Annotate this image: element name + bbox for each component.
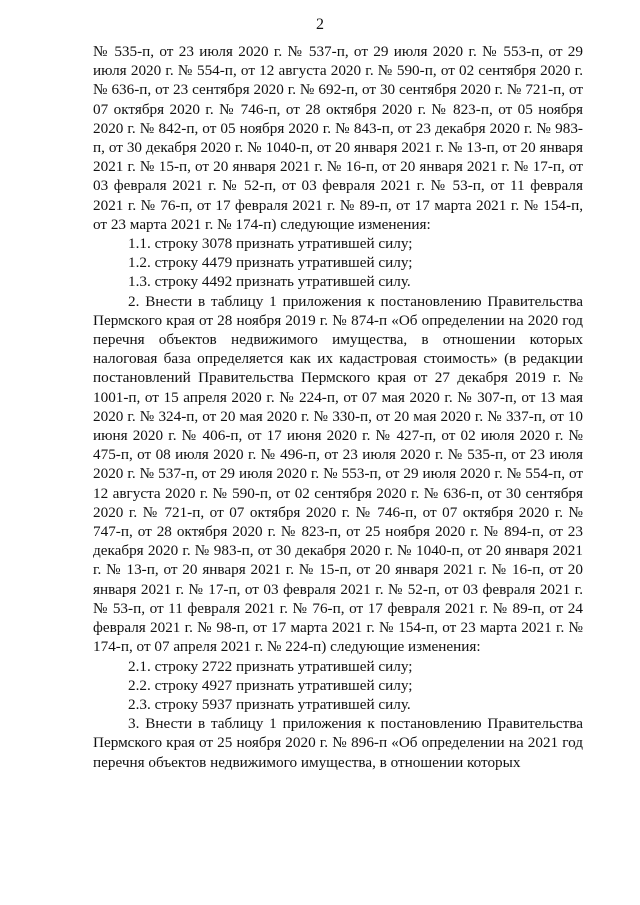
list-item-1-1: 1.1. строку 3078 признать утратившей силу;: [128, 235, 413, 253]
list-item-1-3: 1.3. строку 4492 признать утратившей силу.: [128, 273, 411, 291]
paragraph-section-3: 3. Внести в таблицу 1 приложения к постановлению Правительства Пермского края от 25 ноября 2020 г. № 896-п «Об определении на 2021 год перечня объектов недвижимого имущества, в отношении которых: [93, 715, 583, 771]
page-number: 2: [316, 16, 324, 33]
list-item-2-3: 2.3. строку 5937 признать утратившей силу.: [128, 695, 411, 713]
list-item-2-2: 2.2. строку 4927 признать утратившей силу;: [128, 676, 413, 694]
document-body: [93, 42, 583, 772]
list-item-2-1: 2.1. строку 2722 признать утратившей силу;: [128, 657, 413, 675]
paragraph-continuation: № 535-п, от 23 июля 2020 г. № 537-п, от 29 июля 2020 г. № 553-п, от 29 июля 2020 г. № 554-п, от 12 августа 2020 г. № 590-п, от 02 сентября 2020 г. № 636-п, от 23 сентября 2020 г. № 692-п, от 30 сентября 2020 г. № 721-п, от 07 октября 2020 г. № 746-п, от 28 октября 2020 г. № 823-п, от 05 ноября 2020 г. № 842-п, от 05 ноября 2020 г. № 843-п, от 23 декабря 2020 г. № 983-п, от 30 декабря 2020 г. № 1040-п, от 20 января 2021 г. № 13-п, от 20 января 2021 г. № 15-п, от 20 января 2021 г. № 16-п, от 20 января 2021 г. № 17-п, от 03 февраля 2021 г. № 52-п, от 03 февраля 2021 г. № 53-п, от 11 февраля 2021 г. № 76-п, от 17 февраля 2021 г. № 89-п, от 17 марта 2021 г. № 154-п, от 23 марта 2021 г. № 174-п) следующие изменения:: [93, 43, 583, 233]
paragraph-section-2: 2. Внести в таблицу 1 приложения к постановлению Правительства Пермского края от 28 ноября 2019 г. № 874-п «Об определении на 2020 год перечня объектов недвижимого имущества, в отношении которых налоговая база определяется как их кадастровая стоимость» (в редакции постановлений Правительства Пермского края от 27 декабря 2019 г. № 1001-п, от 15 апреля 2020 г. № 224-п, от 07 мая 2020 г. № 307-п, от 13 мая 2020 г. № 324-п, от 20 мая 2020 г. № 330-п, от 20 мая 2020 г. № 337-п, от 10 июня 2020 г. № 406-п, от 17 июня 2020 г. № 427-п, от 02 июля 2020 г. № 475-п, от 08 июля 2020 г. № 496-п, от 23 июля 2020 г. № 535-п, от 23 июля 2020 г. № 537-п, от 29 июля 2020 г. № 553-п, от 29 июля 2020 г. № 554-п, от 12 августа 2020 г. № 590-п, от 02 сентября 2020 г. № 636-п, от 30 сентября 2020 г. № 721-п, от 07 октября 2020 г. № 746-п, от 07 октября 2020 г. № 747-п, от 28 октября 2020 г. № 823-п, от 25 ноября 2020 г. № 894-п, от 23 декабря 2020 г. № 983-п, от 30 декабря 2020 г. № 1040-п, от 20 января 2021 г. № 13-п, от 20 января 2021 г. № 15-п, от 20 января 2021 г. № 16-п, от 20 января 2021 г. № 17-п, от 03 февраля 2021 г. № 52-п, от 03 февраля 2021 г. № 53-п, от 11 февраля 2021 г. № 76-п, от 17 февраля 2021 г. № 89-п, от 24 февраля 2021 г. № 98-п, от 17 марта 2021 г. № 154-п, от 23 марта 2021 г. № 174-п, от 07 апреля 2021 г. № 224-п) следующие изменения:: [93, 292, 583, 656]
list-item-1-2: 1.2. строку 4479 признать утратившей силу;: [128, 254, 413, 272]
